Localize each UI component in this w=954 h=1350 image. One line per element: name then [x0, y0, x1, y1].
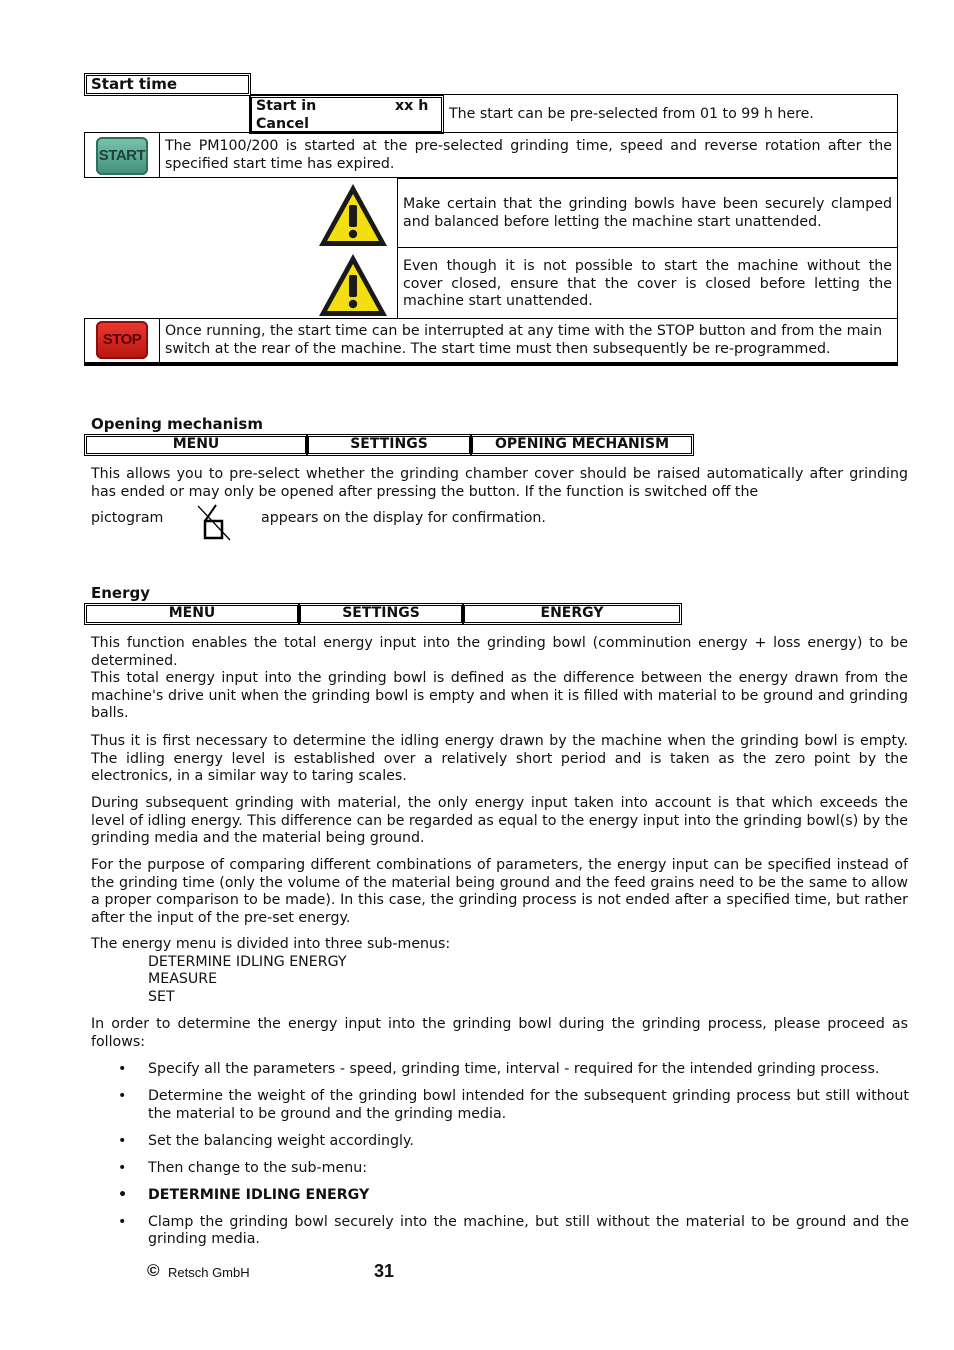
warning-text-1: Make certain that the grinding bowls have been securely clamped and balanced before letting the machine start unattended.: [397, 178, 898, 248]
start-time-heading: Start time: [91, 75, 178, 93]
warning-text-2: Even though it is not possible to start the machine without the cover closed, ensure that the cover is closed before letting the machine start unattended.: [397, 247, 898, 319]
page-number: 31: [374, 1261, 395, 1281]
list-item: • Clamp the grinding bowl securely into the machine, but still without the material to be ground and the grinding media.: [91, 1214, 909, 1249]
list-item: • Set the balancing weight accordingly.: [91, 1133, 909, 1151]
stop-text: Once running, the start time can be interrupted at any time with the STOP button and from the main switch at the rear of the machine. The start time must then subsequently be re-programmed.: [159, 318, 898, 363]
copyright-symbol: ©: [147, 1261, 160, 1280]
company-name: Retsch GmbH: [168, 1265, 250, 1280]
menu-path-opening-mechanism: OPENING MECHANISM: [470, 434, 694, 456]
start-in-label: Start in: [256, 98, 317, 114]
stop-button-icon: STOP: [96, 321, 148, 359]
procedure-steps: [91, 1061, 909, 1258]
opening-disabled-icon: [190, 502, 236, 542]
list-item: • DETERMINE IDLING ENERGY: [91, 1187, 909, 1205]
start-text: The PM100/200 is started at the pre-selected grinding time, speed and reverse rotation after the specified start time has expired.: [159, 132, 898, 178]
menu-path-energy: ENERGY: [462, 603, 682, 625]
start-button-icon: START: [96, 137, 148, 175]
section-divider: [84, 362, 898, 366]
energy-paragraph-6: The energy menu is divided into three sub-menus:: [91, 936, 451, 952]
opening-heading: Opening mechanism: [91, 415, 263, 433]
start-in-value: xx h: [395, 98, 429, 114]
warning-icon: [316, 251, 390, 319]
list-item: • Specify all the parameters - speed, grinding time, interval - required for the intended grinding process.: [91, 1061, 909, 1079]
warning-icon: [316, 181, 390, 249]
energy-paragraph-7: In order to determine the energy input into the grinding bowl during the grinding process, please proceed as follows:: [91, 1016, 908, 1050]
submenu-item: MEASURE: [148, 971, 218, 987]
pictogram-label: pictogram: [91, 510, 164, 526]
menu-path-menu: MENU: [84, 434, 308, 456]
cancel-label: Cancel: [256, 116, 309, 132]
list-item: • Determine the weight of the grinding bowl intended for the subsequent grinding process but still without the material to be ground and the grinding media.: [91, 1088, 909, 1123]
energy-paragraph-3: Thus it is first necessary to determine the idling energy drawn by the machine when the grinding bowl is empty. The idling energy level is established over a relatively short period and is taken as the zero point by the electronics, in a similar way to taring scales.: [91, 733, 908, 784]
submenu-item: SET: [148, 989, 175, 1005]
menu-path-menu: MENU: [84, 603, 300, 625]
pictogram-suffix: appears on the display for confirmation.: [261, 510, 546, 526]
energy-paragraph-1: This function enables the total energy input into the grinding bowl (comminution energy + loss energy) to be determined.: [91, 635, 908, 669]
list-item: • Then change to the sub-menu:: [91, 1160, 909, 1178]
preselect-text: The start can be pre-selected from 01 to 99 h here.: [449, 106, 814, 122]
menu-path-settings: SETTINGS: [298, 603, 464, 625]
submenu-item: DETERMINE IDLING ENERGY: [148, 954, 347, 970]
energy-heading: Energy: [91, 584, 151, 602]
energy-paragraph-4: During subsequent grinding with material, the only energy input taken into account is that which exceeds the level of idling energy. This difference can be regarded as equal to the energy input into the grinding bowl(s) by the grinding media and the material being ground.: [91, 795, 908, 846]
menu-path-settings: SETTINGS: [306, 434, 472, 456]
energy-paragraph-5: For the purpose of comparing different combinations of parameters, the energy input can be specified instead of the grinding time (only the volume of the material being ground and the feed grains need to be the same to allow a proper comparison to be made). In this case, the grinding process is not ended after a specified time, but rather after the input of the pre-set energy.: [91, 857, 908, 926]
energy-paragraph-2: This total energy input into the grinding bowl is defined as the difference between the energy drawn from the machine's drive unit when the grinding bowl is empty and when it is filled with material to be ground and grinding balls.: [91, 670, 908, 721]
opening-text: This allows you to pre-select whether the grinding chamber cover should be raised automatically after grinding has ended or may only be opened after pressing the button. If the function is switched off the: [91, 466, 908, 500]
